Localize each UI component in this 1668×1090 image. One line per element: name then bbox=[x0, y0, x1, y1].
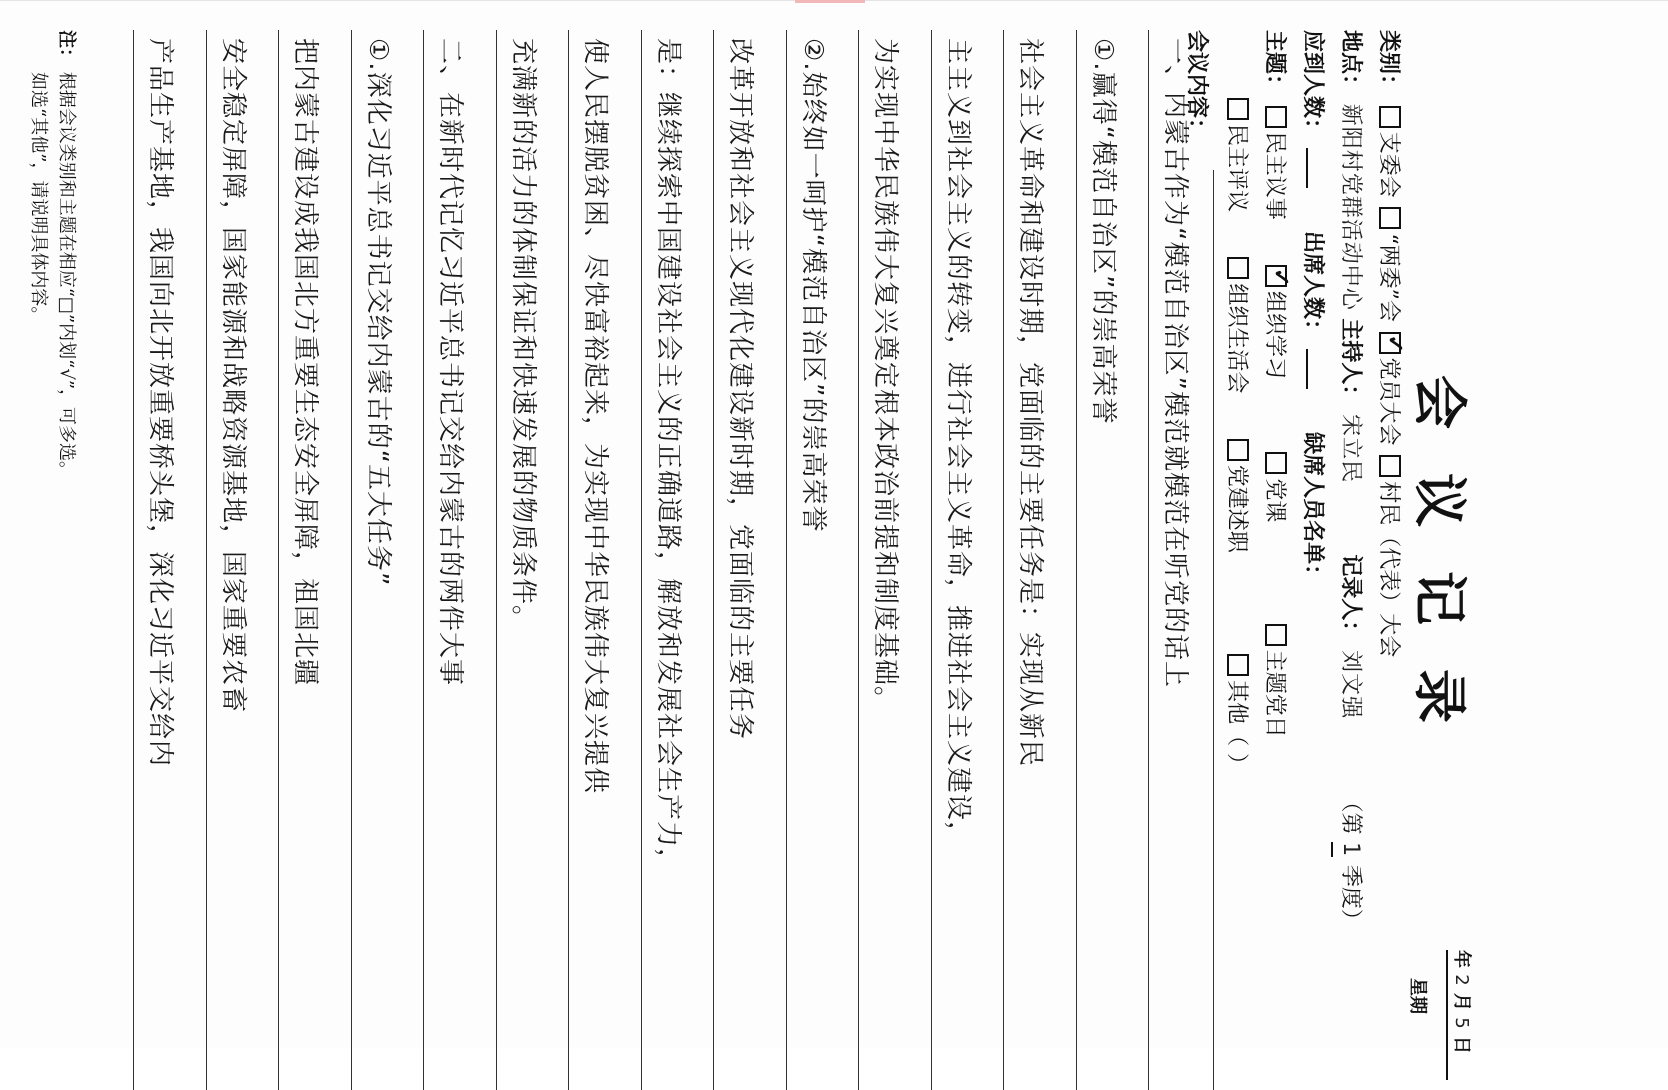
form-note bbox=[24, 30, 80, 1090]
topic-row-2 bbox=[1220, 96, 1254, 775]
date-day-label: 日 bbox=[1451, 1036, 1472, 1055]
topic-option-3: 主题党日 bbox=[1262, 649, 1287, 738]
topic-checkbox-0[interactable] bbox=[1265, 106, 1287, 128]
content-line-text: ①.赢得“模范自治区”的崇高荣誉 bbox=[1088, 38, 1118, 425]
topic-option-4: 民主评议 bbox=[1224, 124, 1249, 213]
category-checkbox-1[interactable] bbox=[1379, 207, 1401, 229]
content-line bbox=[859, 30, 933, 1090]
week-field bbox=[1406, 950, 1432, 1014]
content-line-text: 安全稳定屏障，国家能源和战略资源基地，国家重要农畜 bbox=[218, 38, 248, 714]
scan-smudge bbox=[795, 0, 865, 3]
content-line bbox=[1149, 30, 1223, 1090]
content-line bbox=[424, 30, 498, 1090]
content-line bbox=[931, 30, 1005, 1090]
category-option-2: 党员大会 bbox=[1376, 357, 1401, 446]
content-line bbox=[1076, 30, 1150, 1090]
topic-checkbox-3[interactable] bbox=[1265, 624, 1287, 646]
note-label: 注： bbox=[56, 30, 77, 66]
content-line-text: 产品生产基地，我国向北开放重要桥头堡，深化习近平交给内 bbox=[145, 38, 176, 768]
date-day: 5 bbox=[1451, 1017, 1472, 1030]
quarter-suffix: 季度） bbox=[1338, 864, 1363, 931]
meta-row bbox=[1334, 30, 1368, 931]
week-label: 星期 bbox=[1407, 978, 1428, 1014]
date-month-label: 月 bbox=[1451, 993, 1472, 1012]
topic-option-7: 其他（ ） bbox=[1224, 680, 1249, 776]
present-label: 出席人数： bbox=[1300, 231, 1326, 342]
content-line bbox=[206, 30, 280, 1090]
topic-checkbox-7[interactable] bbox=[1227, 654, 1249, 676]
category-label: 类别： bbox=[1376, 30, 1402, 97]
topic-option-0: 民主议事 bbox=[1262, 131, 1287, 220]
attendance-row bbox=[1296, 30, 1330, 586]
topic-checkbox-4[interactable] bbox=[1227, 98, 1249, 120]
content-line bbox=[569, 30, 643, 1090]
topic-option-2: 党课 bbox=[1262, 478, 1287, 523]
content-line-text: 社会主义革命和建设时期，党面临的主要任务是：实现从新民 bbox=[1015, 38, 1046, 768]
content-line-text: 把内蒙古建设成我国北方重要生态安全屏障，祖国北疆 bbox=[290, 38, 321, 687]
topic-checkbox-1[interactable] bbox=[1265, 265, 1287, 287]
expected-blank[interactable] bbox=[1306, 148, 1308, 188]
content-line bbox=[351, 30, 425, 1090]
quarter-prefix: （第 bbox=[1338, 790, 1363, 835]
expected-label: 应到人数： bbox=[1300, 30, 1326, 141]
date-year-label: 年 bbox=[1451, 950, 1472, 968]
note-line-2: 如选“其他”，请说明具体内容。 bbox=[28, 72, 49, 325]
location-value: 新阳村党群活动中心 bbox=[1338, 103, 1363, 311]
content-line bbox=[641, 30, 715, 1090]
category-option-0: 支委会 bbox=[1376, 131, 1401, 198]
category-option-3: 村民（代表）大会 bbox=[1376, 481, 1401, 658]
content-line-text: 为实现中华民族伟大复兴奠定根本政治前提和制度基础。 bbox=[870, 38, 901, 714]
date-month: 2 bbox=[1451, 974, 1472, 987]
recorder-value: 刘文强 bbox=[1338, 650, 1363, 720]
topic-option-6: 党建述职 bbox=[1224, 464, 1249, 553]
date-field bbox=[1450, 950, 1476, 1080]
host-label: 主持人： bbox=[1338, 318, 1364, 407]
category-checkbox-2[interactable] bbox=[1379, 332, 1401, 354]
topic-row-1 bbox=[1258, 30, 1292, 738]
category-checkbox-0[interactable] bbox=[1379, 106, 1401, 128]
category-option-1: “两委”会 bbox=[1376, 233, 1401, 322]
topic-checkbox-6[interactable] bbox=[1227, 439, 1249, 461]
topic-label: 主题： bbox=[1262, 30, 1288, 97]
content-line-text: ②.始终如一呵护“模范自治区”的崇高荣誉 bbox=[798, 38, 828, 533]
recorder-label: 记录人： bbox=[1338, 554, 1364, 643]
meeting-record-form bbox=[12, 30, 1482, 1090]
content-line-text: 使人民摆脱贫困、尽快富裕起来，为实现中华民族伟大复兴提供 bbox=[580, 38, 611, 795]
host-value: 宋立民 bbox=[1338, 414, 1363, 484]
content-line-text: 一、内蒙古作为“模范自治区”模范就模范在听党的话上 bbox=[1160, 38, 1191, 688]
content-line bbox=[134, 30, 208, 1090]
absent-label: 缺席人员名单： bbox=[1300, 432, 1326, 587]
content-line-text: ①.深化习近平总书记交给内蒙古的“五大任务” bbox=[363, 38, 393, 587]
content-line bbox=[786, 30, 860, 1090]
topic-option-1: 组织学习 bbox=[1262, 291, 1287, 380]
topic-checkbox-2[interactable] bbox=[1265, 452, 1287, 474]
category-checkbox-3[interactable] bbox=[1379, 455, 1401, 477]
category-row bbox=[1372, 30, 1406, 657]
topic-option-5: 组织生活会 bbox=[1224, 283, 1249, 394]
content-line-text: 是：继续探索中国建设社会主义的正确道路，解放和发展社会生产力， bbox=[653, 38, 683, 876]
content-line bbox=[496, 30, 570, 1090]
topic-checkbox-5[interactable] bbox=[1227, 257, 1249, 279]
content-line-text: 二、在新时代记忆习近平总书记交给内蒙古的两件大事 bbox=[435, 38, 466, 687]
date-underline bbox=[1446, 950, 1448, 1080]
note-line-1: 根据会议类别和主题在相应“□”内划“√”，可多选。 bbox=[56, 71, 77, 480]
present-blank[interactable] bbox=[1306, 349, 1308, 389]
form-title: 会议记录 bbox=[1408, 375, 1472, 767]
content-line bbox=[279, 30, 353, 1090]
content-line-text: 充满新的活力的体制保证和快速发展的物质条件。 bbox=[508, 38, 538, 633]
content-line bbox=[714, 30, 788, 1090]
location-label: 地点： bbox=[1338, 30, 1364, 97]
content-label: 会议内容： bbox=[1184, 30, 1210, 141]
content-line-text: 改革开放和社会主义现代化建设新时期，党面临的主要任务 bbox=[725, 38, 756, 741]
content-line-text: 主主义到社会主义的转变，进行社会主义革命，推进社会主义建设， bbox=[943, 38, 973, 849]
content-line bbox=[1004, 30, 1078, 1090]
quarter-value: 1 bbox=[1331, 842, 1367, 857]
